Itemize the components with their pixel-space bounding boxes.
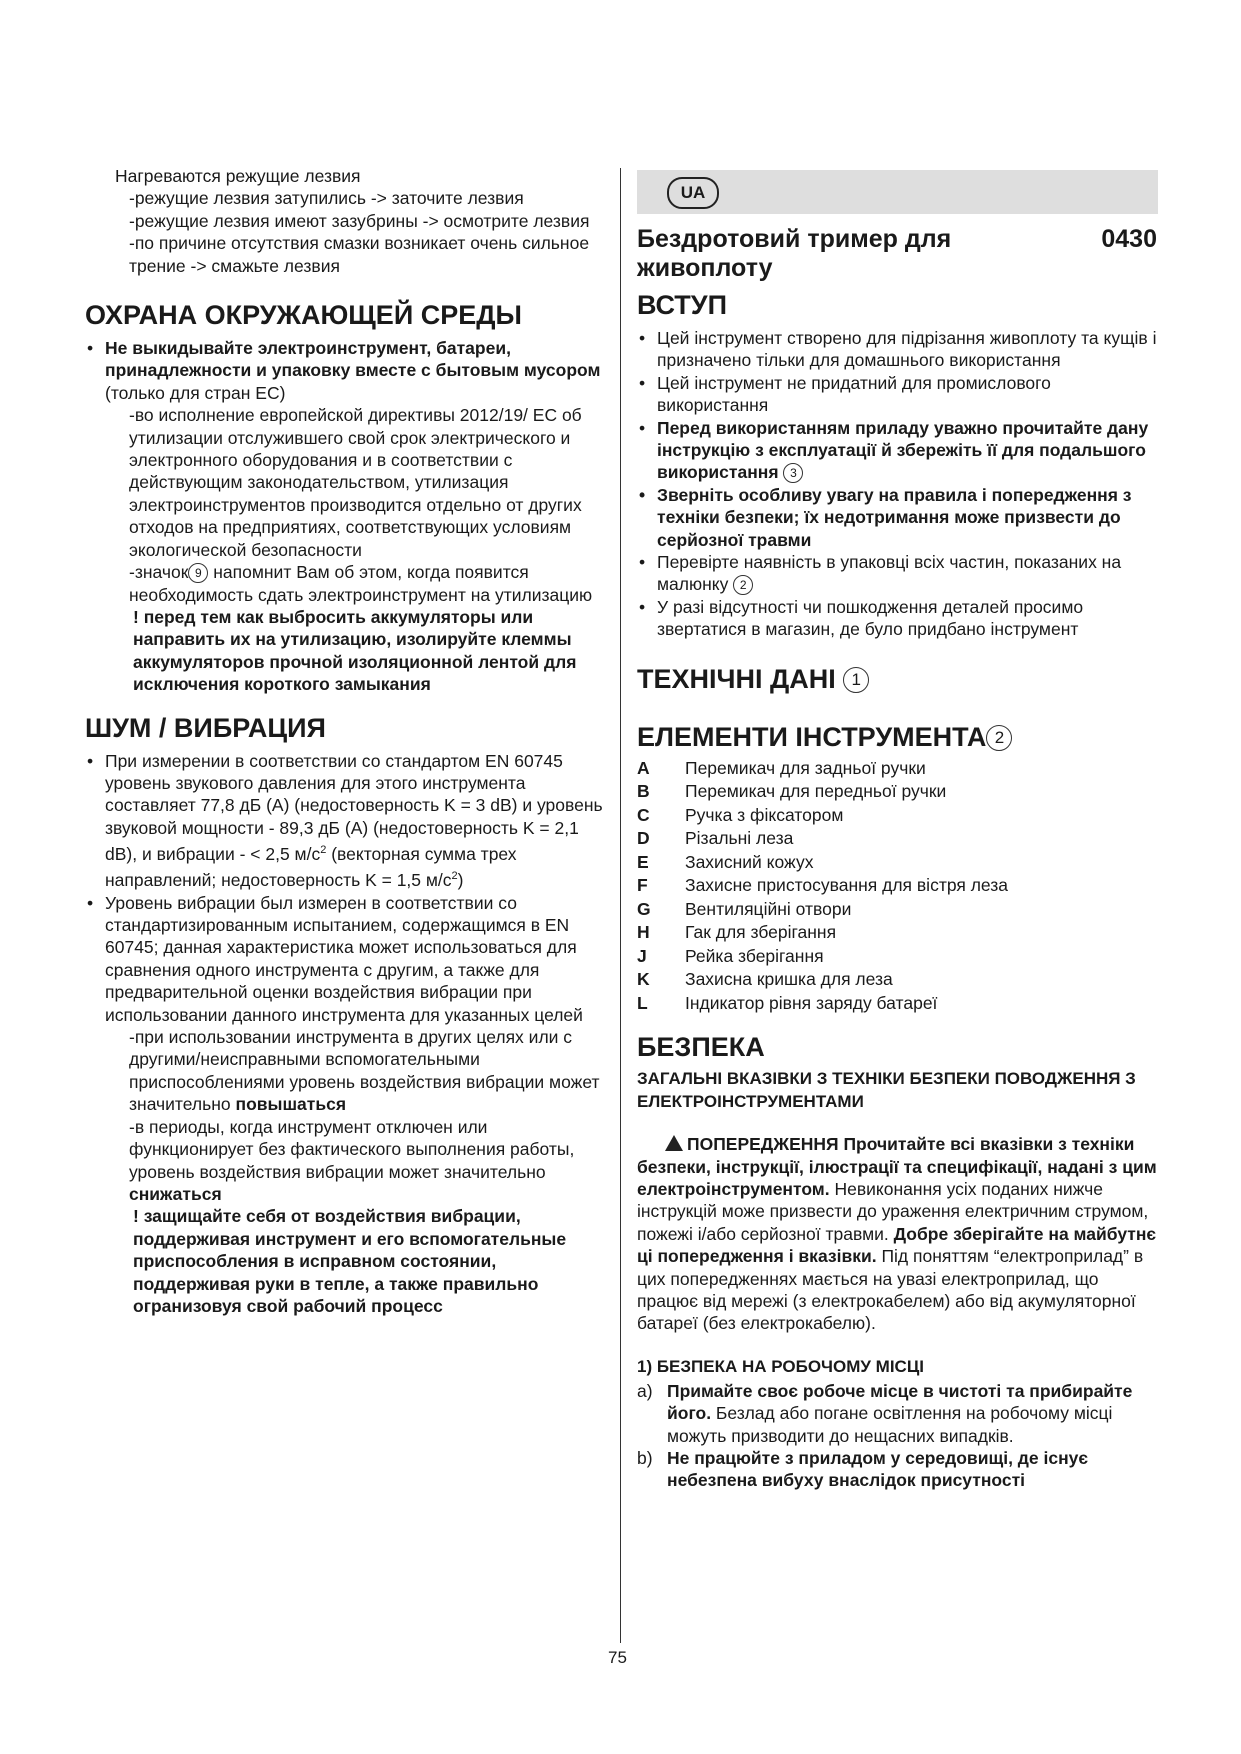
section-title-noise: ШУМ / ВИБРАЦИЯ (85, 712, 326, 743)
list-item (637, 945, 1157, 969)
text-line: -по причине отсутствия смазки возникает очень сильное трение -> смажьте лезвия (129, 233, 590, 276)
item-label: Індикатор рівня заряду батареї (685, 992, 938, 1013)
list-item (637, 1380, 1157, 1447)
section-title-safety: БЕЗПЕКА (637, 1032, 765, 1063)
text: Під поняттям “електроприлад” в цих попередженнях мається на увазі електроприлад, що працює від мережі (з електрокабелем) або від акумуляторної батареї (без електрокабелю). (637, 1246, 1144, 1334)
list-item (637, 968, 1157, 992)
item-key: F (637, 875, 648, 896)
item-key: H (637, 922, 650, 943)
heading-text: ЕЛЕМЕНТИ ІНСТРУМЕНТА (637, 721, 987, 752)
product-code: 0430 (1101, 225, 1157, 253)
item-label: Гак для зберігання (685, 922, 837, 943)
text: ) (457, 870, 464, 891)
item-key: b) (637, 1448, 653, 1469)
item-key: C (637, 804, 650, 825)
language-banner (637, 170, 1158, 214)
text-line: Нагреваются режущие лезвия (115, 166, 361, 186)
bold-text: ПОПЕРЕДЖЕННЯ Прочитайте всі вказівки з техніки безпеки, інструкції, ілюстрації та специфікації, надані з цим електроінструментом. (637, 1134, 1157, 1199)
warning-text: ! защищайте себя от воздействия вибрации, поддерживая инструмент и его вспомогательные приспособления в исправном состоянии, поддерживая руки в тепле, а также правильно огранизовуя свой рабочий процесс (133, 1206, 567, 1316)
item-key: J (637, 945, 647, 966)
item-label: Захисний кожух (685, 851, 814, 872)
list-item: • У разі відсутності чи пошкодження деталей просимо звертатися в магазин, де було придбано інструмент (637, 596, 1157, 641)
item-label: Захисна кришка для леза (685, 969, 893, 990)
elements-list (637, 757, 1157, 1016)
item-key: L (637, 992, 648, 1013)
ref-circle: 2 (733, 575, 753, 595)
item-label: Вентиляційні отвори (685, 898, 852, 919)
language-badge: UA (667, 177, 719, 209)
list-item (637, 827, 1157, 851)
text-line: -режущие лезвия затупились -> заточите лезвия (129, 188, 524, 209)
list-item: • Зверніть особливу увагу на правила і попередження з техніки безпеки; їх недотримання може призвести до серйозної травми (637, 484, 1157, 551)
list-item (85, 750, 610, 892)
list-item (637, 780, 1157, 804)
text: Перевірте наявність в упаковці всіх частин, показаних на малюнку (657, 552, 1122, 595)
text: напомнит Вам об этом, когда появится необходимость сдать электроинструмент на утилизацию (129, 562, 593, 605)
list-item (637, 874, 1157, 898)
text: -в периоды, когда инструмент отключен или функционирует без фактического выполнения работы, уровень воздействия вибрации может значительно (129, 1116, 575, 1182)
list-item (637, 1447, 1157, 1492)
section-title-intro: ВСТУП (637, 290, 727, 320)
section-title-tech (637, 663, 1157, 695)
item-label: Перемикач для задньої ручки (685, 757, 926, 778)
heading-text: ТЕХНІЧНІ ДАНІ (637, 663, 836, 694)
list-item: • Цей інструмент створено для підрізання живоплоту та кущів і призначено тільки для домашнього використання (637, 327, 1157, 372)
product-title: Бездротовий тример для живоплоту (637, 225, 952, 282)
item-key: E (637, 851, 649, 872)
section-title-environment: ОХРАНА ОКРУЖАЮЩЕЙ СРЕДЫ (85, 300, 522, 331)
item-key: G (637, 898, 651, 919)
page-number: 75 (608, 1648, 627, 1667)
ref-circle: 3 (783, 463, 803, 483)
list-item (637, 551, 1157, 596)
section-title-elements (637, 721, 1157, 753)
text-line: -режущие лезвия имеют зазубрины -> осмотрите лезвия (129, 210, 590, 231)
item-label: Різальні леза (685, 828, 794, 849)
item-key: D (637, 828, 650, 849)
list-item: • Уровень вибрации был измерен в соответствии со стандартизированным испытанием, содержащимся в EN 60745; данная характеристика может использоваться для сравнения одного инструмента с другим, а также для предварительной оценки воздействия вибрации при использовании данного инструмента для указанных целей (85, 892, 610, 1026)
text: -значок (129, 562, 189, 583)
warning-paragraph (637, 1133, 1157, 1335)
superscript: 2 (451, 870, 458, 883)
text: (векторная сумма трех направлений; недостоверность K = 1,5 м/с (105, 843, 517, 891)
safety-subtitle: ЗАГАЛЬНІ ВКАЗІВКИ З ТЕХНІКИ БЕЗПЕКИ ПОВОДЖЕННЯ З ЕЛЕКТРОІНСТРУМЕНТАМИ (637, 1069, 1136, 1112)
ref-circle: 9 (188, 563, 208, 583)
text: -при использовании инструмента в других целях или с другими/неисправными вспомогательными приспособлениями уровень воздействия вибрации может значительно (129, 1027, 600, 1115)
bold-text: Перед використанням приладу уважно прочитайте дану інструкцію з експлуатації й збережіть її для подальшого використання (657, 417, 1149, 483)
list-item: • Цей інструмент не придатний для промислового використання (637, 372, 1157, 417)
bold-text: Не выкидывайте электроинструмент, батареи, принадлежности и упаковку вместе с бытовым мусором (105, 338, 601, 381)
bold-text: снижаться (129, 1183, 222, 1204)
text: При измерении в соответствии со стандартом EN 60745 уровень звукового давления для этого инструмента составляет 77,8 дБ (A) (недостоверность K = 3 dB) и уровень звуковой мощности - 89,3 дБ (A) (недостоверность K = 2,1 dB), и вибрации - < 2,5 м/с (105, 750, 603, 864)
text-paragraph (85, 1026, 610, 1116)
bold-text: Не працюйте з приладом у середовищі, де існує небезпена вибуху внаслідок присутності (667, 1448, 1089, 1491)
text: Невиконання усіх поданих нижче інструкцій може призвести до ураження електричним струмом, пожежі і/або серйозної травми. (637, 1179, 1149, 1244)
right-column (637, 225, 1157, 1492)
column-divider (620, 168, 621, 1643)
item-key: B (637, 781, 650, 802)
list-item (637, 851, 1157, 875)
superscript: 2 (320, 844, 327, 857)
list-item (637, 417, 1157, 484)
item-label: Захисне пристосування для вістря леза (685, 875, 1009, 896)
warning-text: ! перед тем как выбросить аккумуляторы или направить их на утилизацию, изолируйте клеммы аккумуляторов прочной изоляционной лентой для исключения короткого замыкания (133, 606, 577, 695)
list-item (637, 898, 1157, 922)
left-column (85, 165, 610, 1317)
list-item (637, 757, 1157, 781)
product-title-row (637, 225, 1157, 283)
item-key: A (637, 757, 650, 778)
list-item (85, 337, 610, 404)
item-label: Перемикач для передньої ручки (685, 781, 947, 802)
text-paragraph: -во исполнение европейской директивы 2012/19/ ЕС об утилизации отслужившего свой срок электрического и электронного оборудования и в соответствии с действующим законодательством, утилизация электроинструментов производится отдельно от других отходов на предприятиях, соответствующих условиям экологической безопасности (129, 405, 582, 560)
text-paragraph (85, 1116, 610, 1206)
warning-icon (665, 1135, 683, 1151)
ref-circle: 1 (843, 667, 869, 693)
list-item (637, 921, 1157, 945)
item-key: K (637, 969, 650, 990)
item-label: Рейка зберігання (685, 945, 824, 966)
bold-text: повышаться (235, 1094, 347, 1115)
bold-text: Добре зберігайте на майбутнє ці попередження і вказівки. (637, 1223, 1157, 1267)
ref-circle: 2 (986, 725, 1012, 751)
item-key: a) (637, 1380, 653, 1401)
list-item (637, 992, 1157, 1016)
bold-text: Примайте своє робоче місце в чистоті та прибирайте його. (667, 1380, 1133, 1424)
work-area-title: 1) БЕЗПЕКА НА РОБОЧОМУ МІСЦІ (637, 1356, 924, 1376)
text-paragraph (85, 561, 610, 606)
list-item (637, 804, 1157, 828)
item-label: Ручка з фіксатором (685, 804, 844, 825)
text: Безлад або погане освітлення на робочому місці можуть призводити до нещасних випадків. (667, 1403, 1113, 1446)
text: (только для стран ЕС) (105, 382, 286, 403)
